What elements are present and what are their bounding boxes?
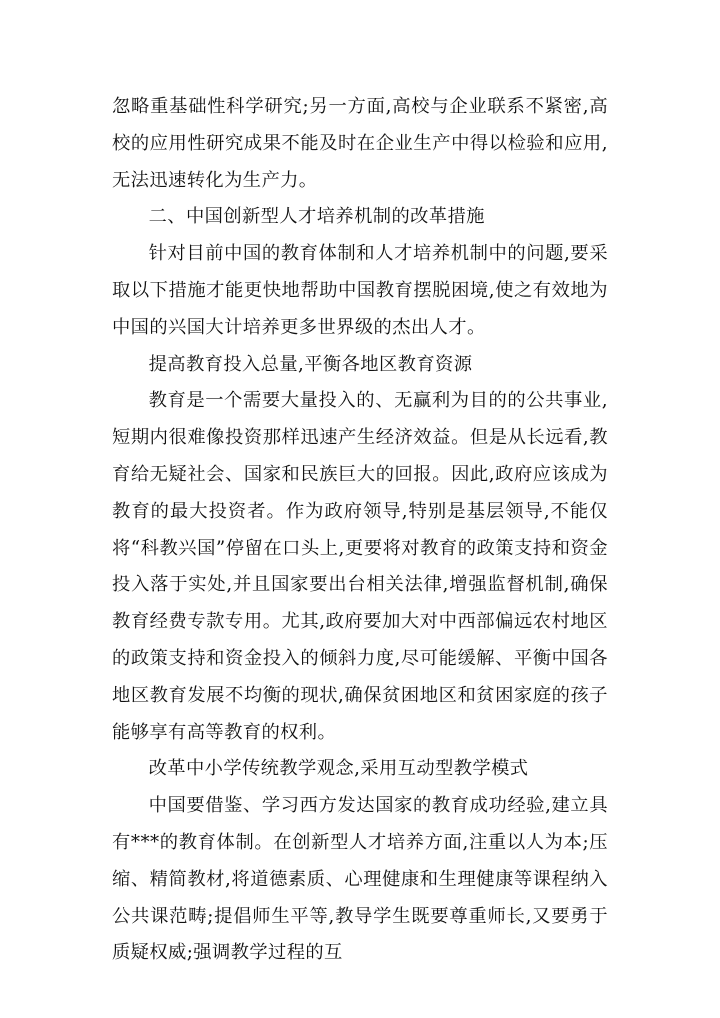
paragraph: 教育是一个需要大量投入的、无赢利为目的的公共事业,短期内很难像投资那样迅速产生经济效益。但是从长远看,教育给无疑社会、国家和民族巨大的回报。因此,政府应该成为教育的最大投资者。作为政府领导,特别是基层领导,不能仅将“科教兴国”停留在口头上,更要将对教育的政策支持和资金投入落于实处,并且国家要出台相关法律,增强监督机制,确保教育经费专款专用。尤其,政府要加大对中西部偏远农村地区的政策支持和资金投入的倾斜力度,尽可能缓解、平衡中国各地区教育发展不均衡的现状,确保贫困地区和贫困家庭的孩子能够享有高等教育的权利。 <box>112 390 608 743</box>
subsection-heading: 改革中小学传统教学观念,采用互动型教学模式 <box>148 758 529 780</box>
subsection-heading: 提高教育投入总量,平衡各地区教育资源 <box>148 353 473 375</box>
section-heading: 二、中国创新型人才培养机制的改革措施 <box>148 206 485 228</box>
paragraph-continuation: 忽略重基础性科学研究;另一方面,高校与企业联系不紧密,高校的应用性研究成果不能及时在企业生产中得以检验和应用,无法迅速转化为生产力。 <box>112 96 608 191</box>
document-body <box>112 89 608 972</box>
paragraph: 针对目前中国的教育体制和人才培养机制中的问题,要采取以下措施才能更快地帮助中国教育摆脱困境,使之有效地为中国的兴国大计培养更多世界级的杰出人才。 <box>112 243 608 338</box>
paragraph: 中国要借鉴、学习西方发达国家的教育成功经验,建立具有***的教育体制。在创新型人才培养方面,注重以人为本;压缩、精简教材,将道德素质、心理健康和生理健康等课程纳入公共课范畴;提倡师生平等,教导学生既要尊重师长,又要勇于质疑权威;强调教学过程的互 <box>112 795 608 964</box>
